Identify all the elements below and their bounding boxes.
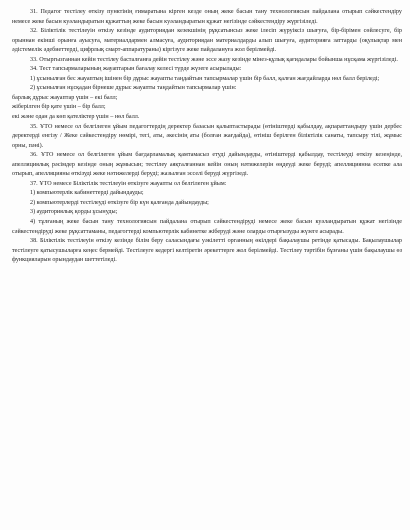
paragraph-37-item-3: 3) аудиториялық қорды ұсынуды; <box>30 209 118 216</box>
paragraph-34-score-all-correct: барлық дұрыс жауаптар үшін – екі балл; <box>12 94 118 101</box>
paragraph-38: 38. Біліктілік тестілеуін өткізу кезінде білім беру саласындағы уәкілетті органның өкілдері бақылаушы ретінде қатысады. Бақылаушылар тестілеуге қатысушыларға кеңес бермейді. Тестілеуге кедергі келтіретін әрекеттерге жол берілмейді. Тестілеу тәртібін бұзғаны үшін бақылаушы өз функцияларын орындаудан шеттетіледі. <box>12 238 402 264</box>
paragraph-34: 34. Тест тапсырмаларының жауаптарын бағалау келесі түрде жүзеге асырылады: <box>30 66 242 73</box>
paragraph-36: 36. ҰТО немесе ол белгілеген ұйым бағдарламалық қамтамасыз етуді дайындауды, өтініштерді қабылдау, тестілеуді өткізу кезеңінде, апелляциялық рәсімдер кезінде оның жұмысын; тестілеу аяқталғаннан кейін оның нәтижелерін өңдеуді жеке беруді; апелляциянна есепке ала отырып, апелляцияны өткізуді жеке нәтижелерді беруді; жазылған эсселі беруді жүргізеді. <box>12 152 402 178</box>
paragraph-37-item-1: 1) компьютерлік кабинеттерді дайындауды; <box>30 190 144 197</box>
paragraph-32: 32. Біліктілік тестілеуін өткізу кезінде аудиториядан кезекшінің рұқсатынсыз жеке ілесіп жүруіксіз шығуға, бір-бірімен сөйлесуге, бір орыннан екінші орынға ауысуға, материалдармен алмасуға, аудиториядан материалдарды алып шығуға, аудиторияға заттарды (оқулықтар мен әдістемелік әдебиеттерді, цифрлық смарт-аппаратураны) кіргізуге жеке пайдалануға жол берілмейді. <box>12 28 402 54</box>
paragraph-31: 31. Педагог тестілеу өткізу пунктінің ғимаратына кірген кезде оның жеке басын тану технологиясын пайдалана отырып сәйкестендіру немесе жеке басын куәландыратын құжаттың жеке басын куәландыратын құжат негізінде сәйкестендіру жүргізіледі. <box>12 9 402 25</box>
paragraph-37: 37. ҰТО немесе Біліктілік тестілеуін өткізуге жауапты ол белгілеген ұйым: <box>30 180 227 187</box>
paragraph-34-item-2: 2) ұсынылған нұсқадан бірнеше дұрыс жауапты таңдайтын тапсырмалар үшін: <box>30 85 237 92</box>
paragraph-34-score-one-error: жіберілген бір қате үшін – бір балл; <box>12 104 106 111</box>
paragraph-37-item-4: 4) тұлғаның жеке басын тану технологиясын пайдалана отырып сәйкестендіруді немесе жеке басын куәландыратын құжат негізінде сәйкестендіруді жеке рұқсаттаманы, педагогтерді компьютерлік кабинетке жіберуді және оларды отырғызуды жүзеге асырады. <box>12 219 402 235</box>
document-body <box>12 8 402 266</box>
paragraph-37-item-2: 2) компьютерлерді тестілеуді өткізуге бір күн қалғанда дайындауды; <box>30 199 209 206</box>
paragraph-34-score-two-errors: екі және одан да көп қателіктер үшін – нөл балл. <box>12 114 140 121</box>
paragraph-33: 33. Отыргызганнан кейін тестілеу басталғанға дейін тестілеу және эссе жазу кезінде мінез-құлық қағидалары бойынша нұсқама жүргізіледі. <box>30 56 398 63</box>
paragraph-34-item-1: 1) ұсынылған бес жауаптың ішінен бір дұрыс жауапты таңдайтын тапсырмалар үшін бір балл, қалған жағдайларда нөл балл беріледі; <box>30 75 380 82</box>
paragraph-35: 35. ҰТО немесе ол белгілеген ұйым педагогтердің деректер базасын қалыптастырады (өтініштерді қабылдау, ақпараттандыру үшін дербес деректерді енгізу / Жеке сәйкестендіру нөмірі, тегі, аты, әкесінің аты (болған жағдайда), өтініш берілген біліктілік санаты, тапсыру тілі, жұмыс орны, пәні). <box>12 123 402 149</box>
